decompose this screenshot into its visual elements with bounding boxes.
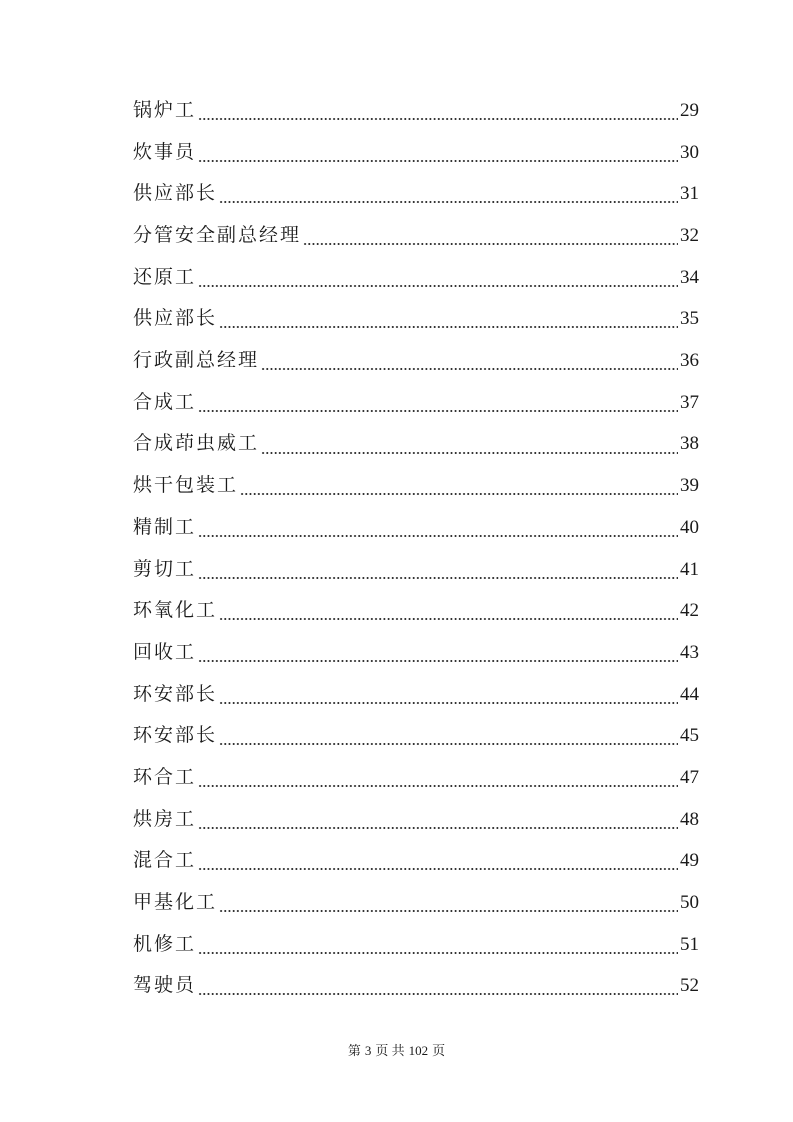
toc-entry-title: 机修工 (133, 932, 197, 955)
dot-leader (219, 882, 678, 924)
footer-suffix: 页 (432, 1043, 446, 1058)
toc-entry-title: 锅炉工 (133, 98, 197, 121)
toc-entry[interactable] (133, 715, 699, 757)
toc-entry[interactable] (133, 507, 699, 549)
toc-entry-page: 49 (680, 850, 699, 872)
toc-entry-title: 环氧化工 (133, 599, 218, 622)
toc-entry-title: 混合工 (133, 849, 197, 872)
toc-entry-title: 回收工 (133, 640, 197, 663)
toc-entry-title: 供应部长 (133, 182, 218, 205)
toc-entry-page: 30 (680, 141, 699, 163)
toc-entry[interactable] (133, 924, 699, 966)
toc-entry-page: 34 (680, 266, 699, 288)
dot-leader (198, 132, 678, 174)
dot-leader (198, 840, 678, 882)
toc-entry-page: 42 (680, 600, 699, 622)
toc-entry-page: 47 (680, 766, 699, 788)
page-footer (0, 1040, 793, 1059)
dot-leader (261, 424, 678, 466)
toc-entry-title: 还原工 (133, 265, 197, 288)
dot-leader (198, 549, 678, 591)
toc-entry-page: 51 (680, 933, 699, 955)
toc-entry-title: 烘房工 (133, 807, 197, 830)
toc-entry-page: 43 (680, 641, 699, 663)
footer-prefix: 第 (347, 1043, 361, 1058)
toc-entry-title: 供应部长 (133, 307, 218, 330)
toc-entry[interactable] (133, 590, 699, 632)
toc-entry-title: 精制工 (133, 515, 197, 538)
dot-leader (219, 715, 678, 757)
toc-entry-title: 甲基化工 (133, 891, 218, 914)
toc-entry-title: 行政副总经理 (133, 349, 260, 372)
toc-entry-page: 38 (680, 433, 699, 455)
dot-leader (219, 590, 678, 632)
table-of-contents (133, 90, 699, 1007)
toc-entry-page: 35 (680, 308, 699, 330)
toc-entry-title: 合成茚虫威工 (133, 432, 260, 455)
toc-entry-page: 45 (680, 725, 699, 747)
toc-entry-page: 44 (680, 683, 699, 705)
dot-leader (198, 382, 678, 424)
dot-leader (219, 173, 678, 215)
toc-entry[interactable] (133, 173, 699, 215)
toc-entry-title: 环安部长 (133, 724, 218, 747)
toc-entry[interactable] (133, 757, 699, 799)
dot-leader (198, 924, 678, 966)
toc-entry-title: 炊事员 (133, 140, 197, 163)
toc-entry[interactable] (133, 257, 699, 299)
toc-entry[interactable] (133, 674, 699, 716)
toc-entry[interactable] (133, 90, 699, 132)
toc-entry-page: 37 (680, 391, 699, 413)
toc-entry[interactable] (133, 840, 699, 882)
footer-total-pages: 102 (408, 1043, 429, 1058)
toc-entry-page: 48 (680, 808, 699, 830)
toc-entry[interactable] (133, 424, 699, 466)
toc-entry[interactable] (133, 340, 699, 382)
toc-entry-page: 31 (680, 183, 699, 205)
toc-entry-title: 驾驶员 (133, 974, 197, 997)
toc-entry-title: 烘干包装工 (133, 474, 239, 497)
dot-leader (303, 215, 678, 257)
dot-leader (198, 757, 678, 799)
footer-middle: 页 共 (375, 1043, 405, 1058)
dot-leader (261, 340, 678, 382)
toc-entry-title: 分管安全副总经理 (133, 224, 302, 247)
dot-leader (198, 965, 678, 1007)
toc-entry-title: 合成工 (133, 390, 197, 413)
toc-entry[interactable] (133, 215, 699, 257)
toc-entry-title: 剪切工 (133, 557, 197, 580)
toc-entry-page: 52 (680, 975, 699, 997)
toc-entry-title: 环合工 (133, 765, 197, 788)
toc-entry[interactable] (133, 882, 699, 924)
toc-entry-page: 50 (680, 892, 699, 914)
dot-leader (198, 257, 678, 299)
toc-entry[interactable] (133, 465, 699, 507)
toc-entry[interactable] (133, 132, 699, 174)
dot-leader (198, 90, 678, 132)
dot-leader (219, 298, 678, 340)
toc-entry-page: 32 (680, 225, 699, 247)
toc-entry[interactable] (133, 298, 699, 340)
toc-entry[interactable] (133, 632, 699, 674)
toc-entry-page: 41 (680, 558, 699, 580)
toc-entry-page: 40 (680, 516, 699, 538)
toc-entry[interactable] (133, 965, 699, 1007)
toc-entry[interactable] (133, 799, 699, 841)
dot-leader (198, 799, 678, 841)
toc-entry-page: 29 (680, 99, 699, 121)
dot-leader (219, 674, 678, 716)
dot-leader (198, 507, 678, 549)
toc-entry-title: 环安部长 (133, 682, 218, 705)
toc-entry-page: 36 (680, 350, 699, 372)
dot-leader (198, 632, 678, 674)
footer-current-page: 3 (364, 1043, 372, 1058)
toc-entry[interactable] (133, 549, 699, 591)
dot-leader (240, 465, 678, 507)
toc-entry[interactable] (133, 382, 699, 424)
toc-entry-page: 39 (680, 475, 699, 497)
